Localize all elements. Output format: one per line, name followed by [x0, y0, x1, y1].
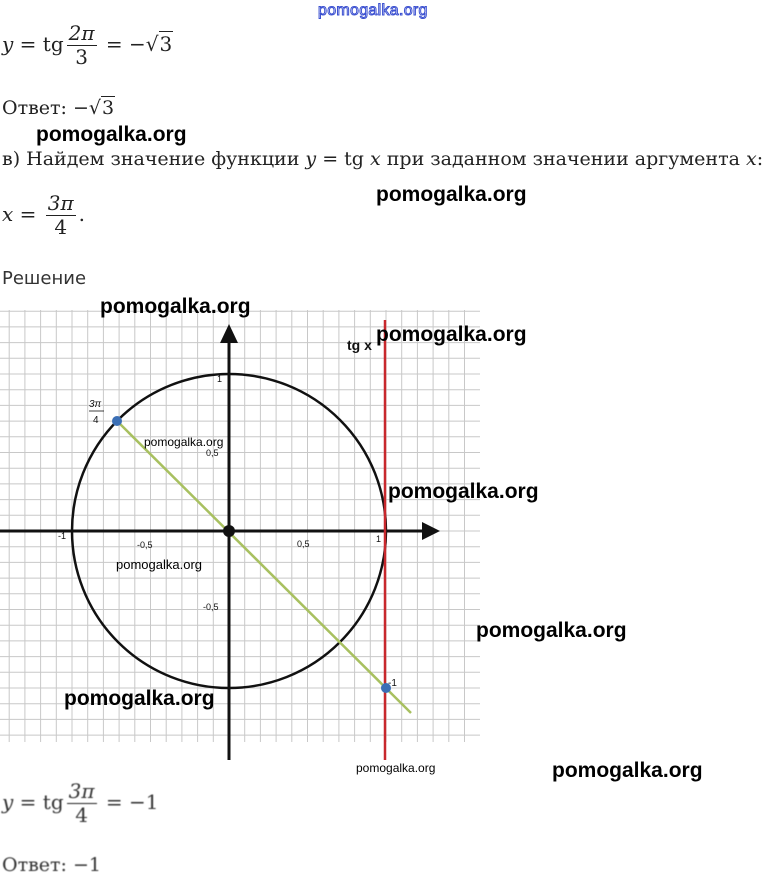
eq2-num: 3π	[68, 779, 95, 803]
task-v-prefix: в) Найдем значение функции	[2, 148, 306, 170]
tick-1-right: 1	[376, 534, 382, 544]
eq1-fn: tg	[42, 32, 64, 56]
eqx-dot: .	[78, 202, 85, 226]
tick-minus1: -1	[58, 531, 67, 541]
eq2-fraction	[67, 780, 97, 827]
equation-x-3pi-4	[2, 192, 85, 239]
eq2-den: 4	[75, 803, 88, 827]
equation-tg-3pi-4	[2, 780, 158, 827]
eq1-num: 2π	[68, 21, 95, 45]
tick-05-bottom: -0,5	[203, 602, 219, 612]
eqx-eq: =	[13, 202, 43, 226]
eq1-den: 3	[75, 45, 88, 69]
task-v-colon: :	[756, 148, 763, 170]
x-axis-arrow-icon	[422, 522, 440, 540]
answer2-value: −1	[72, 854, 101, 876]
solution-label: Решение	[2, 268, 87, 289]
answer-2	[2, 854, 101, 876]
watermark: pomogalka.org	[356, 761, 436, 775]
eq1-fraction	[67, 22, 97, 69]
tick-05-top: 0,5	[206, 448, 219, 458]
task-v-eq: = tg	[316, 148, 370, 170]
point-3pi-4	[112, 416, 122, 426]
watermark: pomogalka.org	[376, 323, 527, 346]
eq1-y: y	[2, 32, 14, 56]
watermark: pomogalka.org	[36, 123, 187, 146]
eq1-sqrt	[146, 32, 173, 56]
eqx-x: x	[2, 202, 14, 226]
answer1-rad: 3	[102, 97, 115, 119]
watermark: pomogalka.org	[552, 759, 703, 782]
answer2-label: Ответ:	[2, 854, 73, 876]
eq1-sqrt-sym: √	[145, 32, 159, 56]
task-v-text	[2, 148, 763, 170]
eq1-rhs: = −	[99, 32, 146, 56]
watermark: pomogalka.org	[64, 687, 215, 710]
eq2-rhs: = −1	[99, 790, 159, 814]
answer1-minus: −	[72, 97, 89, 119]
answer-1	[2, 97, 115, 119]
eq1-rad: 3	[159, 32, 173, 56]
watermark: pomogalka.org	[116, 557, 202, 572]
eq2-fn: tg	[42, 790, 64, 814]
answer1-sqrt	[89, 97, 115, 119]
point-label-minus1: -1	[388, 678, 397, 689]
task-v-x2: x	[745, 148, 757, 170]
watermark: pomogalka.org	[144, 435, 224, 449]
task-v-y: y	[305, 148, 317, 170]
top-watermark: pomogalka.org	[318, 2, 428, 19]
watermark: pomogalka.org	[376, 183, 527, 206]
task-v-suffix: при заданном значении аргумента	[380, 148, 746, 170]
equation-tg-2pi-3	[2, 22, 173, 69]
point-label-den: 4	[93, 415, 99, 426]
axis-label-tg: tg x	[347, 337, 372, 353]
answer1-label: Ответ:	[2, 97, 73, 119]
task-v-x: x	[370, 148, 381, 170]
tick-minus05: -0,5	[137, 540, 153, 550]
eqx-fraction	[46, 192, 76, 239]
eqx-den: 4	[54, 215, 68, 239]
eq2-eq: =	[13, 790, 43, 814]
tick-05-right: 0,5	[297, 539, 310, 549]
tick-1-top: 1	[217, 374, 223, 384]
point-label-num: 3π	[89, 399, 102, 410]
origin-point	[223, 525, 235, 537]
eq2-y: y	[2, 790, 14, 814]
eqx-num: 3π	[47, 191, 74, 215]
eq1-eq: =	[13, 32, 43, 56]
watermark: pomogalka.org	[476, 619, 627, 642]
watermark: pomogalka.org	[100, 295, 251, 318]
watermark: pomogalka.org	[388, 480, 539, 503]
answer1-sqrt-sym: √	[88, 97, 102, 119]
